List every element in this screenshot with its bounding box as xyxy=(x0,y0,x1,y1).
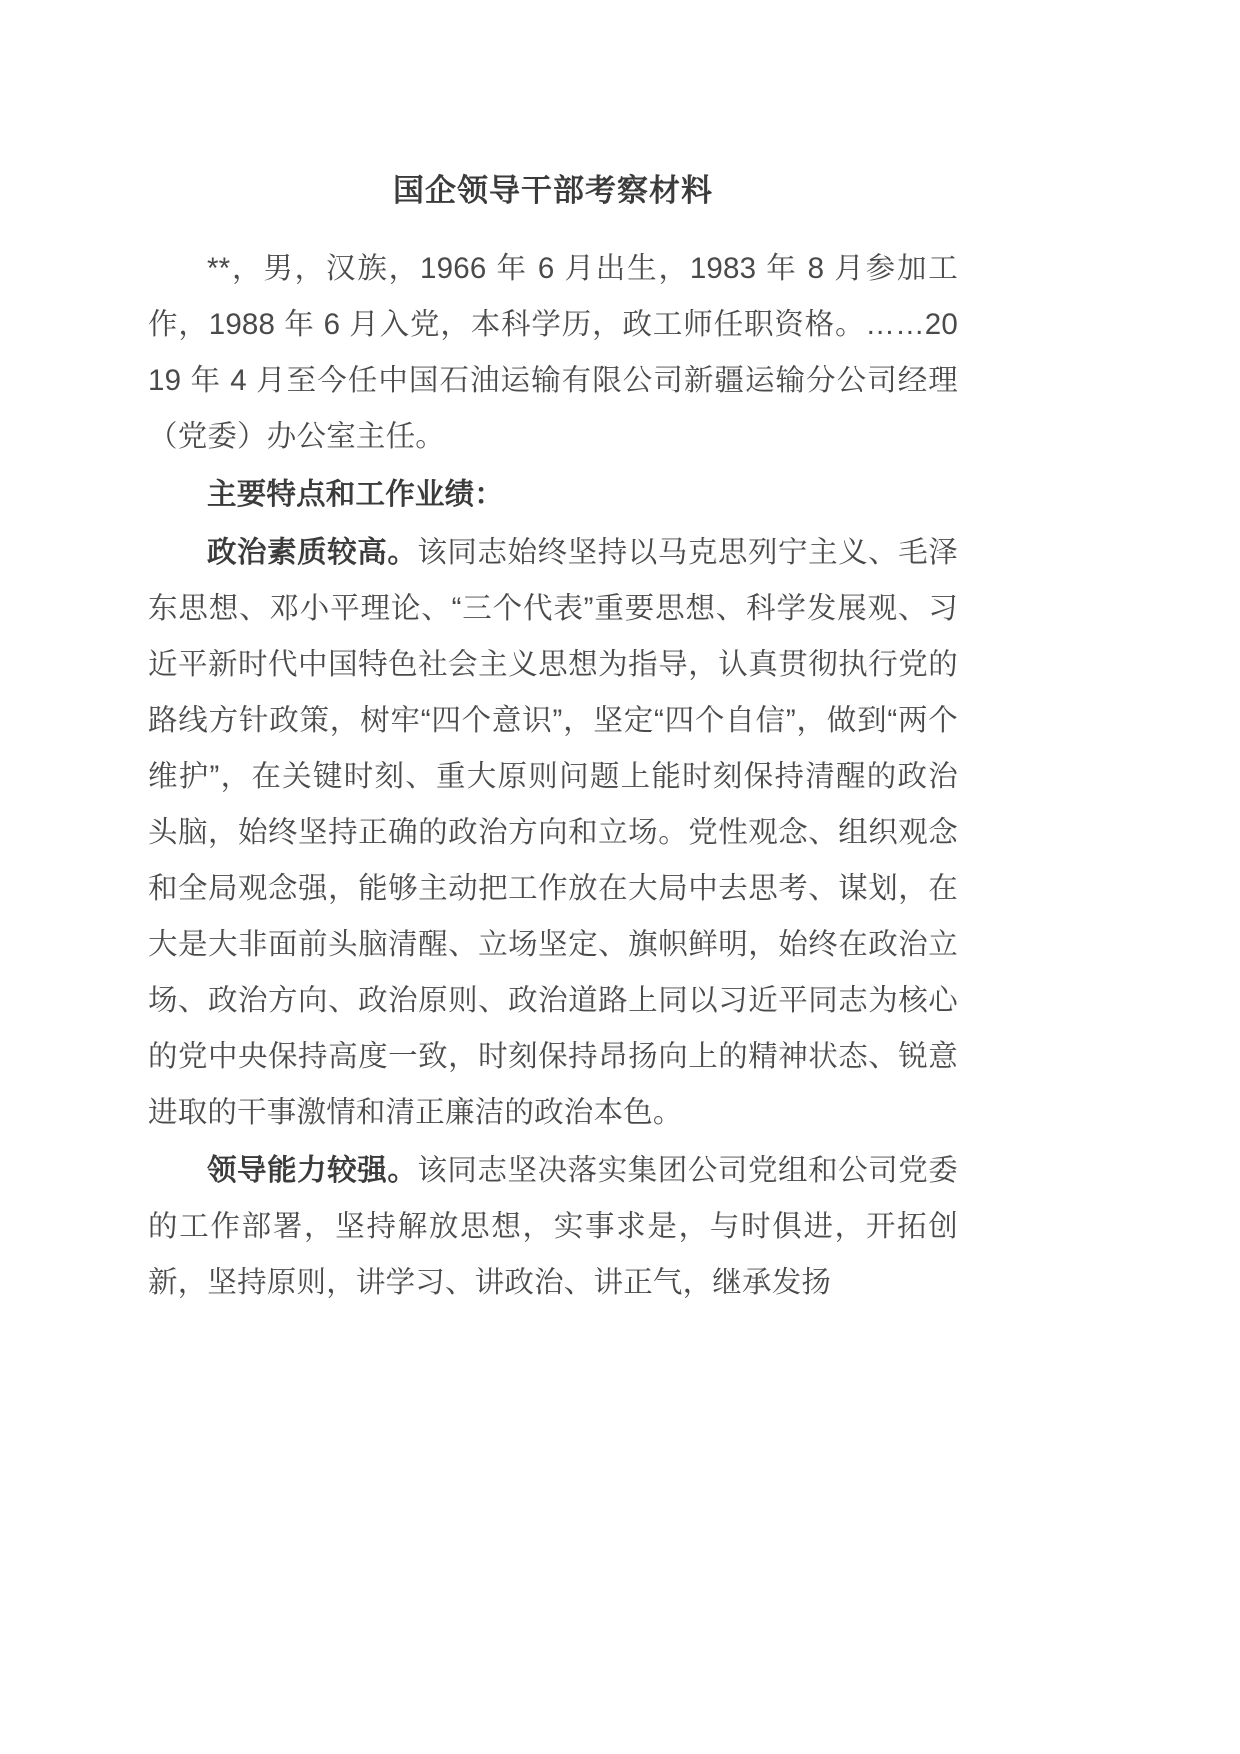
paragraph-political-quality xyxy=(148,525,958,1141)
section-heading-main-characteristics: 主要特点和工作业绩： xyxy=(207,477,505,511)
lead-in-leadership-ability: 领导能力较强。 xyxy=(207,1153,418,1187)
body-leadership-ability: 该同志坚决落实集团公司党组和公司党委的工作部署，坚持解放思想，实事求是，与时俱进，开拓创新，坚持原则，讲学习、讲政治、讲正气，继承发扬 xyxy=(148,1153,958,1299)
lead-in-political-quality: 政治素质较高。 xyxy=(207,535,418,569)
document-body xyxy=(148,168,958,1311)
body-political-quality: 该同志始终坚持以马克思列宁主义、毛泽东思想、邓小平理论、“三个代表”重要思想、科学发展观、习近平新时代中国特色社会主义思想为指导，认真贯彻执行党的路线方针政策，树牢“四个意识”，坚定“四个自信”，做到“两个维护”，在关键时刻、重大原则问题上能时刻保持清醒的政治头脑，始终坚持正确的政治方向和立场。党性观念、组织观念和全局观念强，能够主动把工作放在大局中去思考、谋划，在大是大非面前头脑清醒、立场坚定、旗帜鲜明，始终在政治立场、政治方向、政治原则、政治道路上同以习近平同志为核心的党中央保持高度一致，时刻保持昂扬向上的精神状态、锐意进取的干事激情和清正廉洁的政治本色。 xyxy=(148,535,958,1129)
page-title: 国企领导干部考察材料 xyxy=(393,173,713,208)
paragraph-biography: **，男，汉族，1966 年 6 月出生，1983 年 8 月参加工作，1988 年 6 月入党，本科学历，政工师任职资格。……2019 年 4 月至今任中国石油运输有限公司新疆运输分公司经理（党委）办公室主任。 xyxy=(148,251,958,453)
paragraph-leadership-ability xyxy=(148,1143,958,1311)
